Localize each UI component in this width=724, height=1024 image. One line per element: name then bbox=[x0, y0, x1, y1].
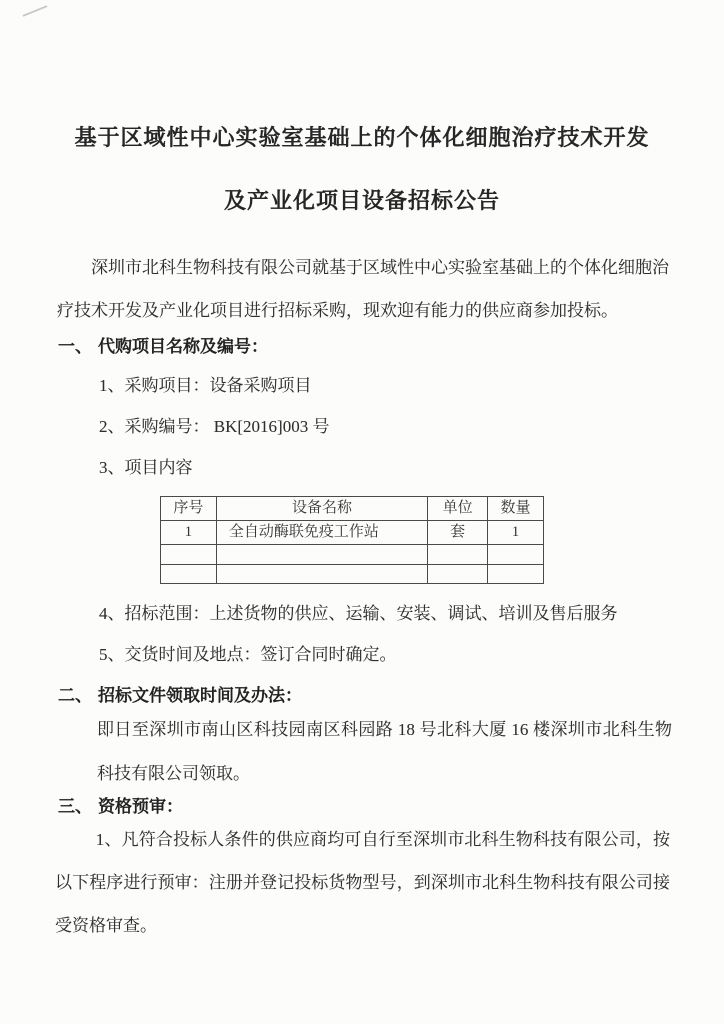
header-unit: 单位 bbox=[428, 497, 488, 521]
table-row bbox=[161, 521, 544, 545]
cell-quantity bbox=[488, 565, 544, 584]
cell-unit: 套 bbox=[428, 521, 488, 545]
item-purchase-project: 1、采购项目：设备采购项目 bbox=[99, 376, 312, 395]
scan-artifact-mark bbox=[23, 5, 48, 17]
item-project-content: 3、项目内容 bbox=[99, 458, 193, 477]
cell-unit bbox=[428, 565, 488, 584]
section-3-number: 三、 bbox=[58, 797, 92, 816]
cell-unit bbox=[428, 545, 488, 565]
cell-seq bbox=[161, 545, 217, 565]
section-3-title: 资格预审： bbox=[98, 797, 183, 816]
header-seq: 序号 bbox=[161, 497, 217, 521]
header-quantity: 数量 bbox=[488, 497, 544, 521]
section-3-body: 1、凡符合投标人条件的供应商均可自行至深圳市北科生物科技有限公司，按以下程序进行预审：注册并登记投标货物型号，到深圳市北科生物科技有限公司接受资格审查。 bbox=[55, 830, 670, 935]
document-title-line2: 及产业化项目设备招标公告 bbox=[223, 188, 500, 213]
header-equipment-name: 设备名称 bbox=[216, 497, 427, 521]
table-row-empty bbox=[161, 545, 544, 565]
equipment-table bbox=[160, 496, 544, 584]
item-purchase-number: 2、采购编号： BK[2016]003 号 bbox=[99, 417, 330, 436]
section-1-heading bbox=[58, 332, 268, 357]
cell-quantity: 1 bbox=[488, 521, 544, 545]
table-header-row bbox=[161, 497, 544, 521]
cell-seq bbox=[161, 565, 217, 584]
section-1-title: 代购项目名称及编号： bbox=[98, 337, 268, 356]
section-2-body: 即日至深圳市南山区科技园南区科园路 18 号北科大厦 16 楼深圳市北科生物科技有限公司领取。 bbox=[97, 720, 672, 783]
table-row-empty bbox=[161, 565, 544, 584]
section-3-heading bbox=[58, 792, 183, 817]
item-delivery: 5、交货时间及地点：签订合同时确定。 bbox=[99, 645, 397, 664]
cell-quantity bbox=[488, 545, 544, 565]
section-2-title: 招标文件领取时间及办法： bbox=[98, 686, 302, 705]
section-2-heading bbox=[58, 681, 302, 706]
cell-equipment-name bbox=[216, 565, 427, 584]
document-title-line1: 基于区域性中心实验室基础上的个体化细胞治疗技术开发 bbox=[74, 125, 650, 150]
section-2-number: 二、 bbox=[58, 686, 92, 705]
item-bidding-scope: 4、招标范围：上述货物的供应、运输、安装、调试、培训及售后服务 bbox=[99, 604, 618, 623]
cell-equipment-name: 全自动酶联免疫工作站 bbox=[216, 521, 427, 545]
intro-paragraph: 深圳市北科生物科技有限公司就基于区域性中心实验室基础上的个体化细胞治疗技术开发及产业化项目进行招标采购，现欢迎有能力的供应商参加投标。 bbox=[57, 258, 669, 320]
cell-equipment-name bbox=[216, 545, 427, 565]
section-1-number: 一、 bbox=[58, 337, 92, 356]
cell-seq: 1 bbox=[161, 521, 217, 545]
